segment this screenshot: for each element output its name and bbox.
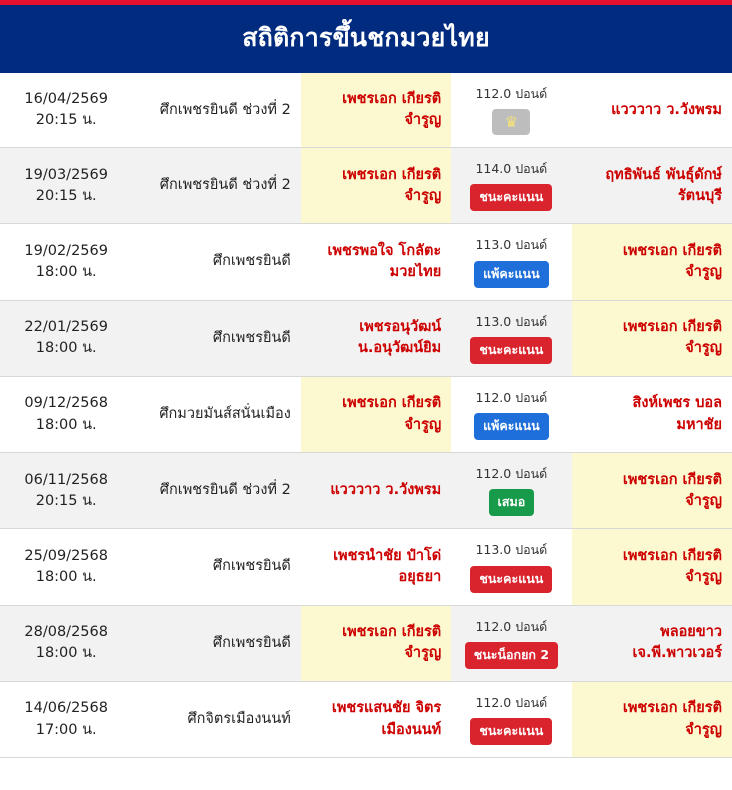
fight-result-cell: [451, 453, 571, 529]
fight-history-table: [0, 73, 732, 758]
status-badge: ชนะน็อกยก 2: [465, 642, 558, 669]
opponent-name-line: สิงห์เพชร บอล: [632, 395, 722, 412]
fighter-name-line: เมืองนนท์: [381, 721, 442, 738]
opponent-name-line: จำรูญ: [685, 492, 722, 509]
opponent-name[interactable]: [572, 300, 732, 376]
fight-date: [0, 605, 132, 681]
opponent-name-line: เพชรเอก เกียรติ: [622, 547, 722, 564]
crown-icon: ♛: [492, 109, 530, 135]
fighter-name[interactable]: [301, 529, 451, 605]
fight-date: [0, 73, 132, 148]
table-row[interactable]: [0, 453, 732, 529]
weight-label: 113.0 ปอนด์: [475, 313, 548, 329]
fight-date-day: 16/04/2569: [24, 91, 108, 108]
weight-label: 112.0 ปอนด์: [475, 389, 548, 405]
fight-date-day: 14/06/2568: [24, 700, 108, 717]
status-badge: ชนะคะแนน: [470, 184, 552, 211]
fight-date-day: 19/03/2569: [24, 166, 108, 183]
fighter-name[interactable]: [301, 376, 451, 452]
table-row[interactable]: [0, 681, 732, 757]
fighter-name-line: เพชรเอก เกียรติ: [342, 624, 442, 641]
fight-date-time: 20:15 น.: [35, 112, 97, 129]
opponent-name-line: จำรูญ: [685, 340, 722, 357]
fighter-name-line: เพชรแสนชัย จิตร: [331, 700, 442, 717]
fight-date-day: 25/09/2568: [24, 547, 108, 564]
fighter-name-line: จำรูญ: [404, 187, 442, 204]
fight-result-cell: [451, 376, 571, 452]
fighter-name[interactable]: [301, 148, 451, 224]
fight-date: [0, 224, 132, 300]
status-badge: เสมอ: [489, 489, 535, 516]
fight-history-body: [0, 73, 732, 758]
status-badge: แพ้คะแนน: [474, 413, 549, 440]
fight-date-time: 18:00 น.: [35, 340, 97, 357]
fighter-name[interactable]: [301, 681, 451, 757]
fighter-name-line: น.อนุวัฒน์ยิม: [357, 340, 442, 357]
fighter-name[interactable]: [301, 73, 451, 148]
weight-label: 112.0 ปอนด์: [475, 618, 548, 634]
fight-result-cell: [451, 300, 571, 376]
fight-date: [0, 529, 132, 605]
event-name: ศึกจิตรเมืองนนท์: [132, 681, 300, 757]
weight-label: 112.0 ปอนด์: [475, 466, 548, 482]
event-name: ศึกมวยมันส์สนั่นเมือง: [132, 376, 300, 452]
weight-label: 112.0 ปอนด์: [475, 86, 548, 101]
table-row[interactable]: [0, 148, 732, 224]
fighter-name-line: อยุธยา: [398, 569, 442, 585]
table-row[interactable]: [0, 300, 732, 376]
fight-date: [0, 300, 132, 376]
fight-date-time: 20:15 น.: [35, 187, 97, 204]
table-row[interactable]: [0, 605, 732, 681]
fight-date-time: 18:00 น.: [35, 569, 97, 585]
event-name: ศึกเพชรยินดี ช่วงที่ 2: [132, 453, 300, 529]
weight-label: 113.0 ปอนด์: [475, 237, 548, 253]
opponent-name-line: จำรูญ: [685, 721, 722, 738]
status-badge: ชนะคะแนน: [470, 566, 552, 593]
event-name: ศึกเพชรยินดี: [132, 605, 300, 681]
fight-result-cell: [451, 224, 571, 300]
fighter-name-line: เพชรเอก เกียรติ: [342, 395, 442, 412]
fighter-name[interactable]: [301, 605, 451, 681]
status-badge: ชนะคะแนน: [470, 337, 552, 364]
opponent-name[interactable]: [572, 376, 732, 452]
page-title: สถิติการขึ้นชกมวยไทย: [0, 5, 732, 73]
weight-label: 114.0 ปอนด์: [475, 161, 548, 177]
fighter-name-line: จำรูญ: [404, 112, 442, 129]
opponent-name[interactable]: [572, 224, 732, 300]
opponent-name-line: แวววาว ว.วังพรม: [611, 101, 722, 118]
fight-result-cell: [451, 73, 571, 148]
fight-result-cell: [451, 148, 571, 224]
fight-result-cell: [451, 529, 571, 605]
fight-result-cell: [451, 681, 571, 757]
fighter-name-line: จำรูญ: [404, 645, 442, 662]
fighter-name-line: เพชรเอก เกียรติ: [342, 166, 442, 183]
fighter-name-line: เพชรเอก เกียรติ: [342, 91, 442, 108]
opponent-name[interactable]: [572, 681, 732, 757]
fight-date-day: 09/12/2568: [24, 395, 108, 412]
opponent-name-line: จำรูญ: [685, 569, 722, 585]
fight-date-time: 18:00 น.: [35, 416, 97, 433]
status-badge: ชนะคะแนน: [470, 718, 552, 745]
fight-result-cell: [451, 605, 571, 681]
event-name: ศึกเพชรยินดี: [132, 224, 300, 300]
table-row[interactable]: [0, 224, 732, 300]
table-row[interactable]: [0, 73, 732, 148]
opponent-name-line: ฤทธิพันธ์ พันธุ์ดักษ์รัตนบุรี: [605, 166, 722, 204]
opponent-name[interactable]: [572, 148, 732, 224]
fighter-name[interactable]: [301, 453, 451, 529]
opponent-name[interactable]: [572, 453, 732, 529]
fight-date: [0, 453, 132, 529]
fight-date-time: 18:00 น.: [35, 645, 97, 662]
fight-date-day: 22/01/2569: [24, 319, 108, 336]
fighter-name-line: เพชรอนุวัฒน์: [359, 319, 442, 336]
fight-date-time: 18:00 น.: [35, 264, 97, 280]
fighter-name[interactable]: [301, 224, 451, 300]
event-name: ศึกเพชรยินดี: [132, 300, 300, 376]
fight-date-day: 28/08/2568: [24, 624, 108, 641]
status-badge: แพ้คะแนน: [474, 261, 549, 288]
opponent-name[interactable]: [572, 529, 732, 605]
fighter-name-line: เพชรพอใจ โกลัตะ: [327, 242, 442, 259]
event-name: ศึกเพชรยินดี ช่วงที่ 2: [132, 73, 300, 148]
fight-date: [0, 681, 132, 757]
event-name: ศึกเพชรยินดี: [132, 529, 300, 605]
opponent-name-line: เพชรเอก เกียรติ: [622, 319, 722, 336]
opponent-name[interactable]: [572, 73, 732, 148]
fighter-name-line: แวววาว ว.วังพรม: [330, 482, 442, 499]
opponent-name-line: มหาชัย: [676, 416, 722, 433]
event-name: ศึกเพชรยินดี ช่วงที่ 2: [132, 148, 300, 224]
fight-date-day: 06/11/2568: [24, 471, 108, 488]
fight-date-day: 19/02/2569: [24, 242, 108, 259]
weight-label: 112.0 ปอนด์: [475, 694, 548, 710]
fight-date-time: 17:00 น.: [35, 721, 97, 738]
opponent-name-line: พลอยขาว: [660, 624, 722, 641]
opponent-name-line: เพชรเอก เกียรติ: [622, 242, 722, 259]
fighter-name-line: มวยไทย: [389, 264, 442, 280]
fighter-name-line: จำรูญ: [404, 416, 442, 433]
opponent-name[interactable]: [572, 605, 732, 681]
opponent-name-line: เพชรเอก เกียรติ: [622, 700, 722, 717]
fight-date: [0, 376, 132, 452]
opponent-name-line: เจ.พี.พาวเวอร์: [632, 645, 722, 662]
opponent-name-line: เพชรเอก เกียรติ: [622, 471, 722, 488]
table-row[interactable]: [0, 529, 732, 605]
fighter-name[interactable]: [301, 300, 451, 376]
fighter-name-line: เพชรนำชัย ป๋าโด่: [333, 547, 442, 564]
fight-date-time: 20:15 น.: [35, 492, 97, 509]
fight-date: [0, 148, 132, 224]
opponent-name-line: จำรูญ: [685, 264, 722, 280]
weight-label: 113.0 ปอนด์: [475, 542, 548, 558]
table-row[interactable]: [0, 376, 732, 452]
